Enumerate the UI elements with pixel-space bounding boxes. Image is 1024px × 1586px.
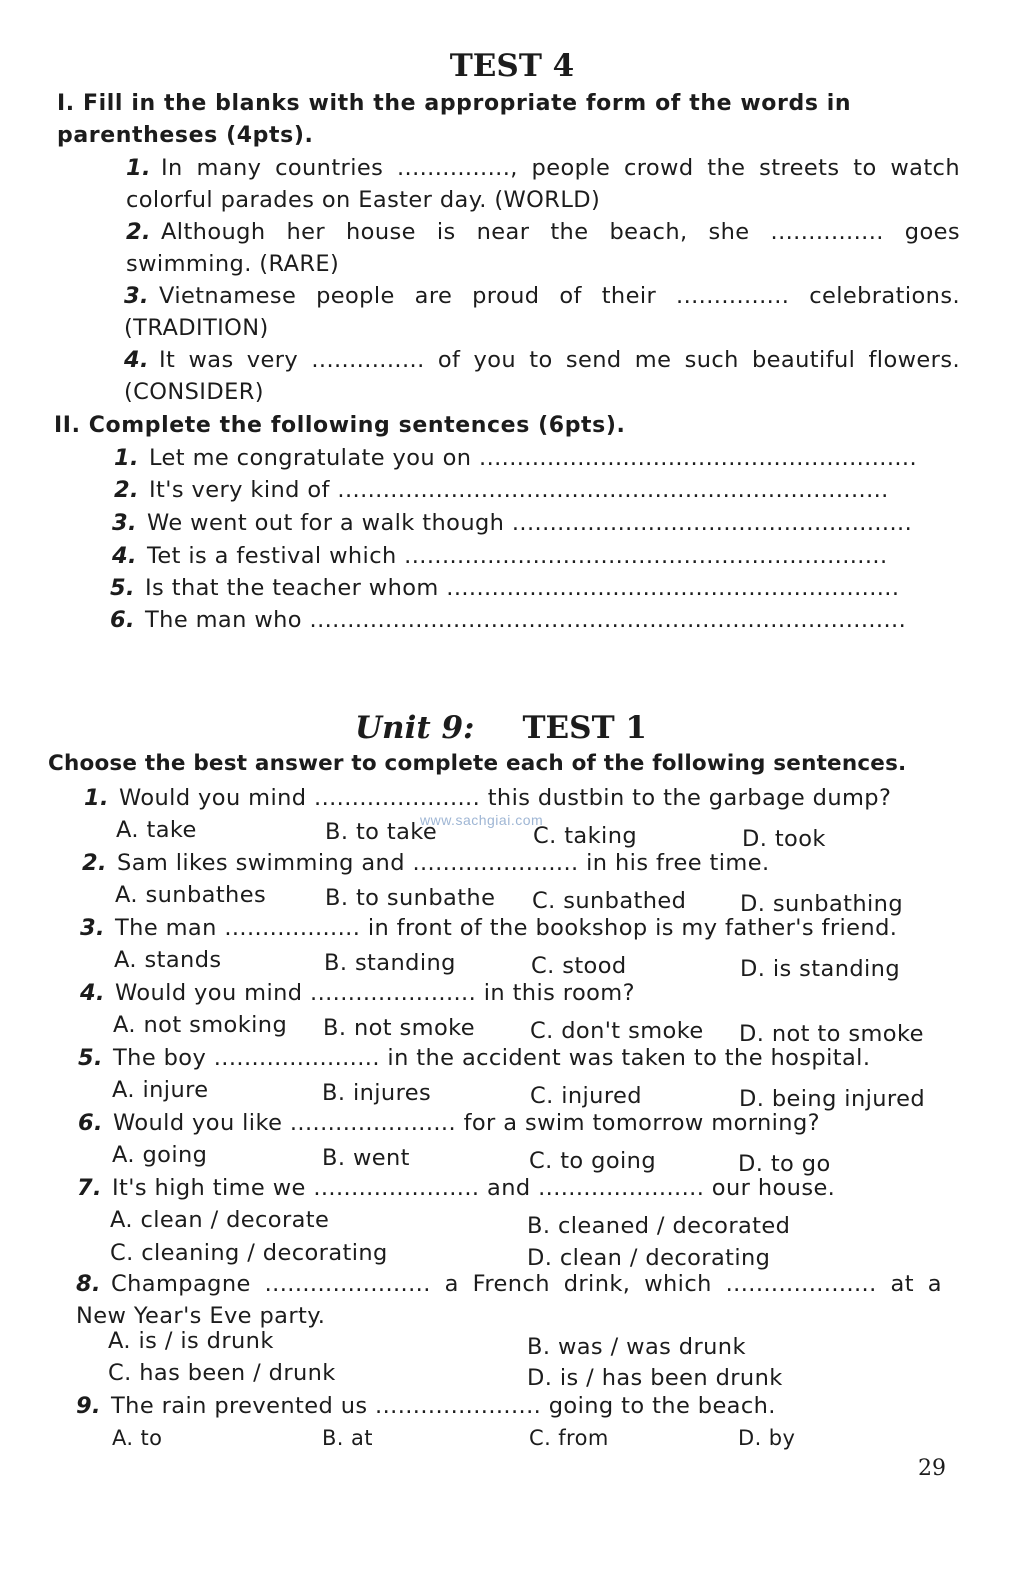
question-number: 6.: [110, 607, 136, 633]
mc-question-8: [76, 1268, 942, 1332]
question-number: 2.: [82, 850, 108, 876]
question-text: The rain prevented us ...................... going to the beach.: [111, 1393, 776, 1419]
option-b: B. to sunbathe: [325, 885, 496, 911]
mc-question-7: [77, 1172, 835, 1204]
question-number: 5.: [110, 575, 136, 601]
watermark-text: www.sachgiai.com: [420, 812, 544, 828]
question-text: Sam likes swimming and ...................... in his free time.: [117, 850, 770, 876]
section2-heading: II. Complete the following sentences (6pts).: [54, 413, 626, 438]
complete-sentence-3: [112, 507, 912, 539]
option-b: B. injures: [322, 1080, 432, 1106]
option-a: A. to: [112, 1426, 163, 1450]
question-number: 4.: [124, 347, 150, 373]
option-b: B. to take: [325, 819, 438, 845]
question-text: It's high time we ...................... and ...................... our house.: [112, 1175, 836, 1201]
question-number: 8.: [76, 1271, 102, 1297]
option-a: A. stands: [114, 947, 222, 973]
option-d: D. by: [738, 1426, 796, 1450]
mc-question-2: [82, 847, 770, 879]
option-c: C. don't smoke: [530, 1018, 704, 1044]
option-a: A. is / is drunk: [108, 1328, 274, 1354]
option-c: C. to going: [529, 1148, 656, 1174]
option-c: C. taking: [533, 823, 638, 849]
option-d: D. is / has been drunk: [527, 1365, 783, 1391]
option-b: B. at: [322, 1426, 373, 1450]
question-number: 9.: [76, 1393, 102, 1419]
unit-heading: [355, 710, 755, 746]
option-a: A. take: [116, 817, 197, 843]
fill-question-3: [108, 280, 960, 344]
question-text: Would you like ...................... for a swim tomorrow morning?: [113, 1110, 820, 1136]
option-b: B. cleaned / decorated: [527, 1213, 791, 1239]
option-b: B. not smoke: [323, 1015, 476, 1041]
question-number: 3.: [80, 915, 106, 941]
mc-question-6: [78, 1107, 820, 1139]
section1-heading: I. Fill in the blanks with the appropriate form of the words in parentheses (4pts).: [57, 91, 852, 148]
option-c: C. sunbathed: [532, 888, 687, 914]
option-d: D. clean / decorating: [527, 1245, 771, 1271]
question-number: 1.: [84, 785, 110, 811]
option-a: A. sunbathes: [115, 882, 267, 908]
question-number: 3.: [124, 283, 150, 309]
mc-question-1: [84, 782, 891, 814]
question-text: Tet is a festival which ................................................................: [147, 543, 888, 569]
option-c: C. has been / drunk: [108, 1360, 336, 1386]
question-number: 3.: [112, 510, 138, 536]
complete-sentence-1: [114, 442, 917, 474]
option-a: A. going: [112, 1142, 208, 1168]
complete-sentence-6: [110, 604, 906, 636]
fill-question-2: [110, 216, 960, 280]
unit-label: Unit 9:: [355, 710, 475, 746]
question-text: Let me congratulate you on ..........................................................: [149, 445, 918, 471]
question-number: 7.: [77, 1175, 103, 1201]
option-b: B. was / was drunk: [527, 1334, 746, 1360]
page-number: 29: [918, 1456, 946, 1481]
fill-question-4: [108, 344, 960, 408]
fill-question-1: [110, 152, 960, 216]
option-a: A. clean / decorate: [110, 1207, 330, 1233]
test-label: TEST 1: [522, 710, 647, 746]
complete-sentence-5: [110, 572, 899, 604]
option-a: A. not smoking: [113, 1012, 288, 1038]
test4-title: TEST 4: [449, 48, 575, 84]
question-text: It was very ............... of you to send me such beautiful flowers. (CONSIDER): [124, 347, 960, 405]
question-text: Would you mind ...................... this dustbin to the garbage dump?: [119, 785, 892, 811]
unit9-instruction: Choose the best answer to complete each of the following sentences.: [48, 751, 907, 776]
mc-question-4: [80, 977, 635, 1009]
option-d: D. not to smoke: [739, 1021, 924, 1047]
option-d: D. sunbathing: [740, 891, 904, 917]
option-a: A. injure: [112, 1077, 209, 1103]
question-text: The boy ...................... in the accident was taken to the hospital.: [113, 1045, 871, 1071]
complete-sentence-4: [112, 540, 888, 572]
question-number: 4.: [112, 543, 138, 569]
option-c: C. cleaning / decorating: [110, 1240, 388, 1266]
option-c: C. from: [529, 1426, 609, 1450]
question-text: It's very kind of .........................................................................: [149, 477, 889, 503]
option-c: C. stood: [531, 953, 627, 979]
question-text: Champagne ...................... a French drink, which .................... at a New Year's Eve party.: [76, 1271, 942, 1329]
question-text: Vietnamese people are proud of their ............... celebrations. (TRADITION): [124, 283, 960, 341]
option-b: B. standing: [324, 950, 456, 976]
question-text: In many countries ..............., people crowd the streets to watch colorful parades on Easter day. (WORLD): [126, 155, 960, 213]
question-text: Would you mind ...................... in this room?: [115, 980, 635, 1006]
question-number: 6.: [78, 1110, 104, 1136]
mc-question-9: [76, 1390, 776, 1422]
option-d: D. to go: [738, 1151, 831, 1177]
question-number: 4.: [80, 980, 106, 1006]
mc-question-5: [78, 1042, 870, 1074]
question-number: 5.: [78, 1045, 104, 1071]
question-number: 1.: [126, 155, 152, 181]
mc-question-3: [80, 912, 897, 944]
option-d: D. took: [742, 826, 826, 852]
question-text: Is that the teacher whom ............................................................: [145, 575, 900, 601]
option-d: D. is standing: [740, 956, 901, 982]
option-c: C. injured: [530, 1083, 642, 1109]
question-text: We went out for a walk though .....................................................: [147, 510, 913, 536]
option-b: B. went: [322, 1145, 410, 1171]
question-number: 1.: [114, 445, 140, 471]
option-d: D. being injured: [739, 1086, 926, 1112]
question-number: 2.: [126, 219, 152, 245]
complete-sentence-2: [114, 474, 889, 506]
question-text: The man .................. in front of the bookshop is my father's friend.: [115, 915, 898, 941]
question-text: The man who ...............................................................................: [145, 607, 907, 633]
question-text: Although her house is near the beach, she ............... goes swimming. (RARE): [126, 219, 960, 277]
question-number: 2.: [114, 477, 140, 503]
